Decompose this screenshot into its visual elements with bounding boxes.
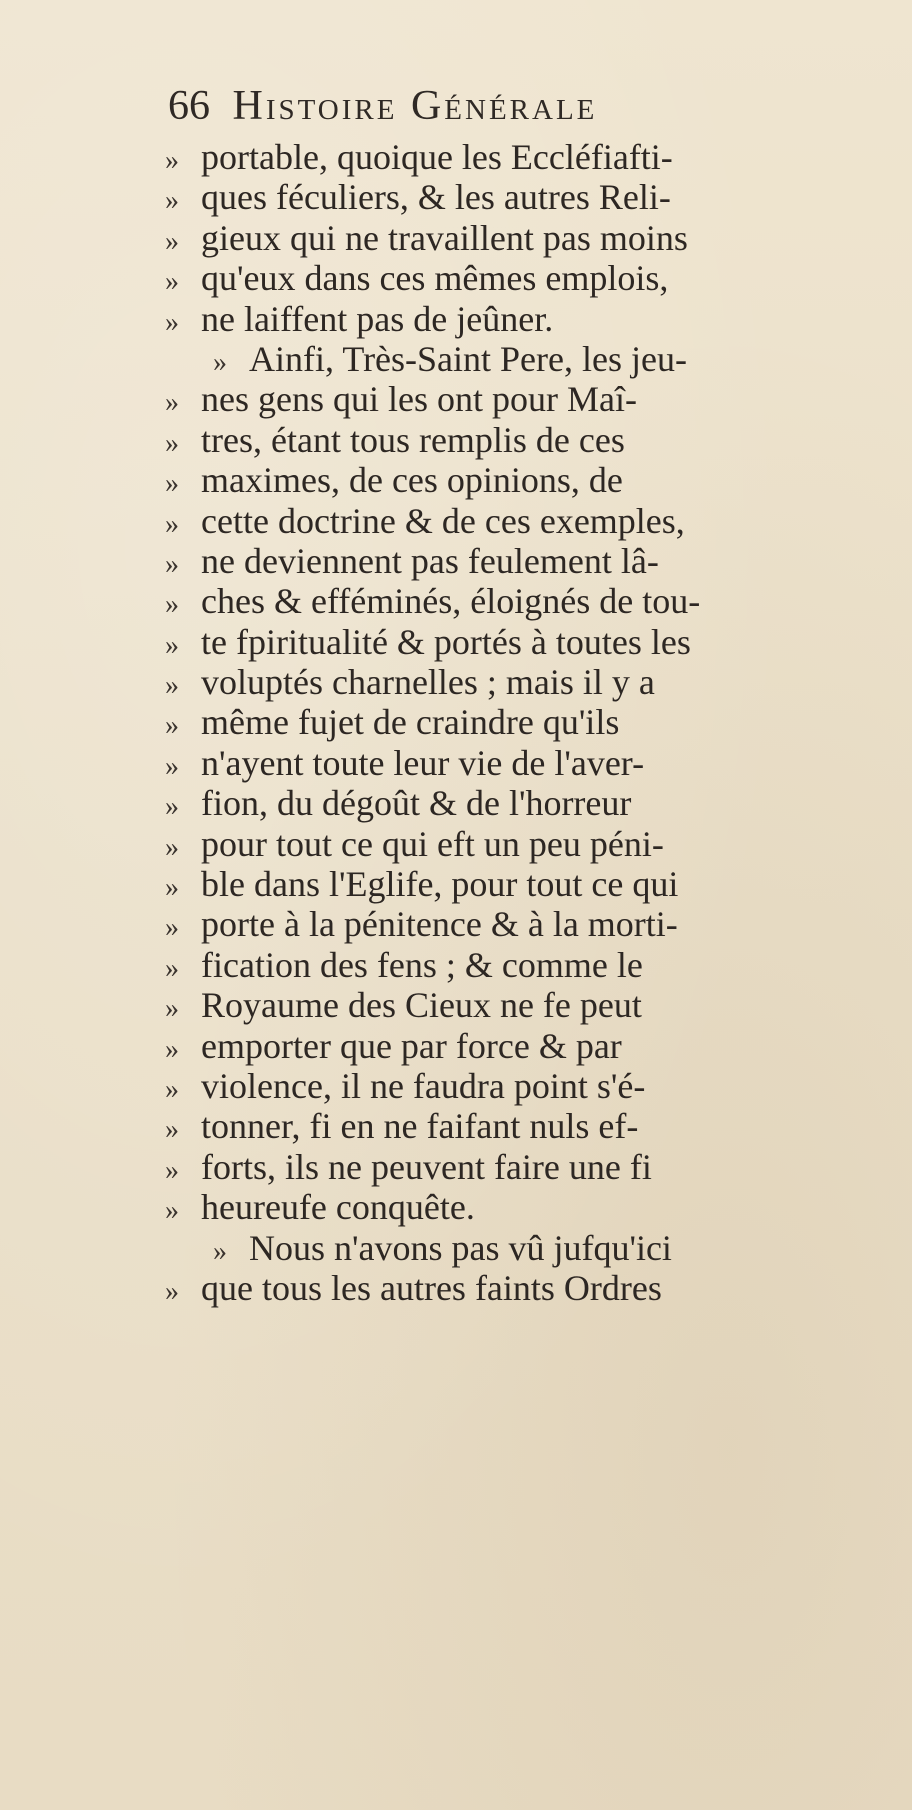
- text-line: [165, 299, 865, 339]
- text-line: [165, 945, 865, 985]
- text-line: [165, 1268, 865, 1308]
- text-line: [165, 420, 865, 460]
- text-line: [165, 379, 865, 419]
- text-line: [165, 258, 865, 298]
- quote-mark: »: [165, 670, 179, 702]
- quote-mark: »: [165, 993, 179, 1025]
- text-line: [165, 541, 865, 581]
- line-text: tonner, fi en ne faifant nuls ef-: [201, 1106, 639, 1147]
- quote-mark: »: [165, 629, 179, 661]
- quote-mark: »: [165, 1275, 179, 1307]
- quote-mark: »: [165, 306, 179, 338]
- text-line: [165, 1228, 865, 1268]
- line-text: Nous n'avons pas vû jufqu'ici: [249, 1227, 672, 1268]
- line-text: portable, quoique les Eccléfiafti-: [201, 137, 673, 177]
- text-line: [165, 702, 865, 742]
- quote-mark: »: [165, 508, 179, 540]
- quote-mark: »: [165, 468, 179, 500]
- text-line: [165, 783, 865, 823]
- text-line: [165, 1187, 865, 1227]
- text-line: [165, 662, 865, 702]
- line-text: tres, étant tous remplis de ces: [201, 419, 625, 460]
- quote-mark: »: [165, 872, 179, 904]
- line-text: qu'eux dans ces mêmes emplois,: [201, 258, 669, 299]
- line-text: fication des fens ; & comme le: [201, 944, 643, 985]
- line-text: cette doctrine & de ces exemples,: [201, 500, 685, 541]
- line-text: porte à la pénitence & à la morti-: [201, 904, 678, 945]
- text-line: [165, 985, 865, 1025]
- text-line: [165, 1106, 865, 1146]
- text-line: [165, 864, 865, 904]
- quote-mark: »: [165, 710, 179, 742]
- running-head: Histoire Générale: [232, 83, 598, 129]
- line-text: ches & efféminés, éloignés de tou-: [201, 581, 701, 622]
- line-text: forts, ils ne peuvent faire une fi: [201, 1146, 652, 1187]
- quote-mark: »: [165, 145, 179, 176]
- line-text: ques féculiers, & les autres Reli-: [201, 177, 671, 218]
- line-text: voluptés charnelles ; mais il y a: [201, 662, 655, 703]
- line-text: gieux qui ne travaillent pas moins: [201, 217, 688, 258]
- text-line: [165, 743, 865, 783]
- line-text: nes gens qui les ont pour Maî-: [201, 379, 637, 420]
- line-text: pour tout ce qui eft un peu péni-: [201, 823, 664, 864]
- line-text: Ainfi, Très-Saint Pere, les jeu-: [249, 338, 687, 379]
- quote-mark: »: [165, 427, 179, 459]
- text-line: [165, 581, 865, 621]
- line-text: ble dans l'Eglife, pour tout ce qui: [201, 864, 679, 905]
- line-text: fion, du dégoût & de l'horreur: [201, 783, 632, 824]
- text-line: [165, 622, 865, 662]
- quote-mark: »: [165, 548, 179, 580]
- line-text: Royaume des Cieux ne fe peut: [201, 985, 642, 1026]
- page-header: [168, 78, 788, 134]
- text-line: [165, 1066, 865, 1106]
- quote-mark: »: [165, 589, 179, 621]
- line-text: ne laiffent pas de jeûner.: [201, 298, 554, 339]
- text-line: [165, 177, 865, 217]
- quote-mark: »: [165, 912, 179, 944]
- line-text: que tous les autres faints Ordres: [201, 1267, 662, 1308]
- quote-mark: »: [165, 791, 179, 823]
- quote-mark: »: [165, 266, 179, 298]
- quote-mark: »: [165, 1073, 179, 1105]
- page-number: 66: [168, 83, 210, 129]
- text-line: [165, 137, 865, 177]
- quote-mark: »: [165, 831, 179, 863]
- quote-mark: »: [165, 1033, 179, 1065]
- line-text: violence, il ne faudra point s'é-: [201, 1065, 646, 1106]
- line-text: heureufe conquête.: [201, 1187, 475, 1228]
- quote-mark: »: [213, 346, 227, 378]
- quote-mark: »: [165, 185, 179, 217]
- line-text: même fujet de craindre qu'ils: [201, 702, 620, 743]
- body-text: [165, 137, 865, 1308]
- quote-mark: »: [165, 750, 179, 782]
- quote-mark: »: [213, 1235, 227, 1267]
- line-text: te fpiritualité & portés à toutes les: [201, 621, 691, 662]
- line-text: ne deviennent pas feulement lâ-: [201, 540, 659, 581]
- quote-mark: »: [165, 1114, 179, 1146]
- text-line: [165, 218, 865, 258]
- text-line: [165, 1026, 865, 1066]
- quote-mark: »: [165, 225, 179, 257]
- text-line: [165, 339, 865, 379]
- text-line: [165, 1147, 865, 1187]
- text-line: [165, 460, 865, 500]
- quote-mark: »: [165, 1154, 179, 1186]
- line-text: maximes, de ces opinions, de: [201, 460, 623, 501]
- text-line: [165, 824, 865, 864]
- line-text: n'ayent toute leur vie de l'aver-: [201, 742, 645, 783]
- line-text: emporter que par force & par: [201, 1025, 622, 1066]
- text-line: [165, 501, 865, 541]
- quote-mark: »: [165, 387, 179, 419]
- quote-mark: »: [165, 952, 179, 984]
- quote-mark: »: [165, 1195, 179, 1227]
- text-line: [165, 904, 865, 944]
